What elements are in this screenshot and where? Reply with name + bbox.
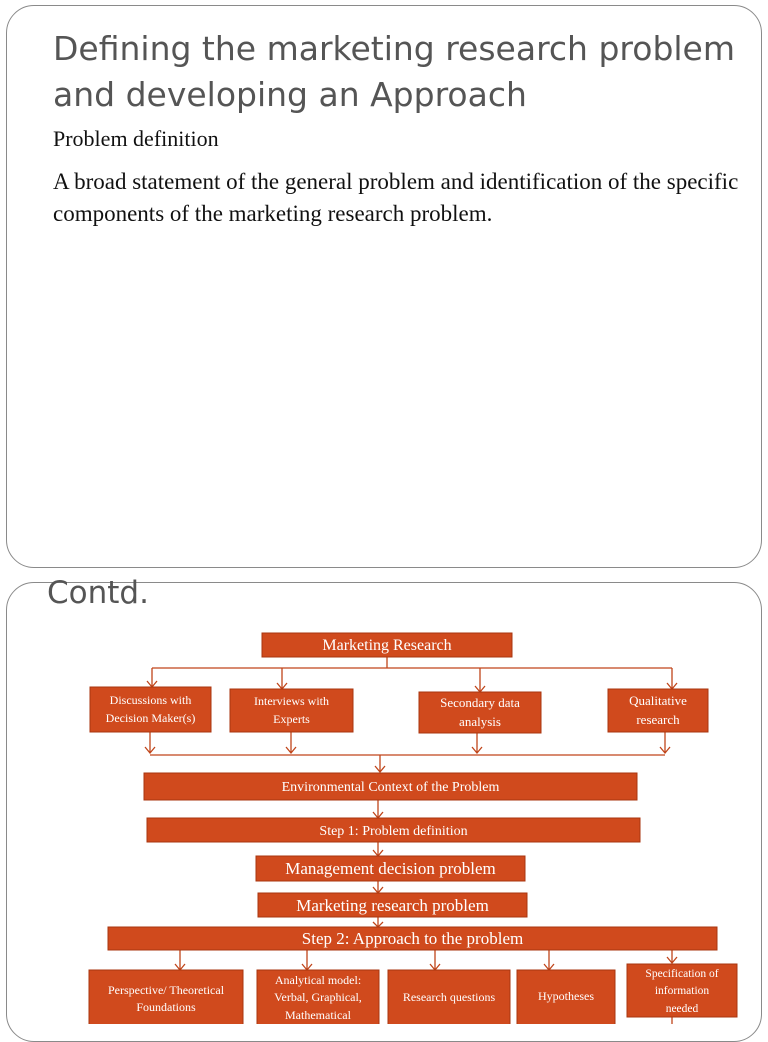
node-step1 xyxy=(147,818,640,842)
node-source-secondary-data xyxy=(419,692,541,733)
node-box xyxy=(89,970,243,1024)
node-label: Qualitative xyxy=(629,693,687,708)
node-marketing-research xyxy=(262,633,512,657)
node-label: Marketing research problem xyxy=(296,896,489,915)
node-label: Verbal, Graphical, xyxy=(274,990,362,1004)
node-source-qualitative xyxy=(608,689,708,732)
node-component-analytical-model xyxy=(257,970,379,1024)
node-label: Specification of xyxy=(645,968,719,980)
node-component-information-needed xyxy=(627,964,737,1017)
node-label: Environmental Context of the Problem xyxy=(281,780,500,795)
node-environmental-context xyxy=(144,773,637,800)
slide-1-subtitle: Problem definition xyxy=(53,126,219,151)
node-label: Hypotheses xyxy=(538,989,594,1003)
node-label: Experts xyxy=(273,712,310,726)
node-label: Interviews with xyxy=(254,694,329,708)
node-label: Analytical model: xyxy=(274,973,362,987)
node-label: Perspective/ Theoretical xyxy=(107,983,225,997)
node-label: Step 1: Problem definition xyxy=(319,824,468,839)
slide-1-title: Defining the marketing research problem and developing an Approach xyxy=(53,29,736,114)
node-source-expert-interviews xyxy=(230,689,353,732)
node-label: Research questions xyxy=(402,990,496,1004)
node-marketing-research-problem xyxy=(258,893,527,917)
node-label: Foundations xyxy=(136,1000,196,1014)
node-component-theoretical-foundations xyxy=(89,970,243,1024)
node-source-decision-makers xyxy=(90,687,211,732)
node-step2 xyxy=(108,927,717,950)
slide-1-body: A broad statement of the general problem and identification of the specific components of the marketing research problem. xyxy=(53,169,739,226)
slide-2-title: Contd. xyxy=(47,575,149,611)
node-label: research xyxy=(636,712,680,727)
node-label: Marketing Research xyxy=(322,637,452,654)
node-component-hypotheses xyxy=(517,970,615,1024)
node-component-research-questions xyxy=(388,970,510,1024)
node-label: Management decision problem xyxy=(285,859,496,878)
node-label: information xyxy=(654,985,710,997)
node-label: needed xyxy=(665,1003,699,1015)
node-label: Discussions with xyxy=(109,693,192,707)
node-label: Step 2: Approach to the problem xyxy=(301,929,524,948)
node-management-decision-problem xyxy=(256,856,525,881)
node-label: Mathematical xyxy=(285,1008,351,1022)
node-label: analysis xyxy=(459,714,501,729)
node-label: Decision Maker(s) xyxy=(105,711,196,725)
node-label: Secondary data xyxy=(440,695,520,710)
